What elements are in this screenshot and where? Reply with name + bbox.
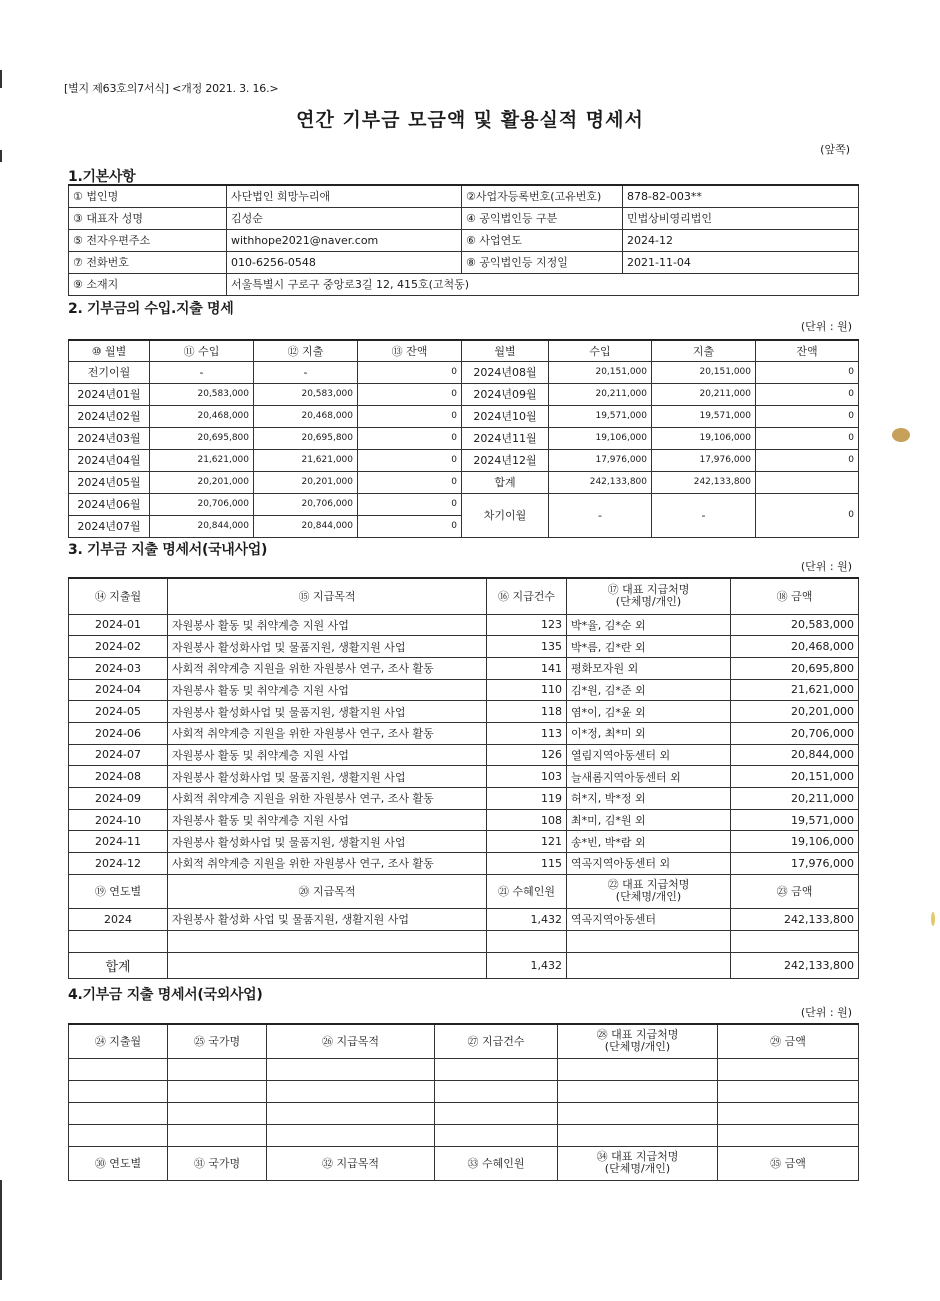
purpose-cell: 자원봉사 활성화사업 및 물품지원, 생활지원 사업 (168, 831, 487, 853)
section4-title: 4.기부금 지출 명세서(국외사업) (68, 987, 263, 1003)
column-header: ⑱ 금액 (731, 578, 859, 614)
section3-title: 3. 기부금 지출 명세서(국내사업) (68, 542, 268, 558)
empty-cell (168, 1058, 267, 1080)
total-row (69, 952, 859, 978)
empty-cell (267, 1102, 435, 1124)
table-row (69, 679, 859, 701)
scan-speck (931, 912, 935, 926)
empty-cell (435, 1080, 558, 1102)
empty-row (69, 930, 859, 952)
purpose-cell: 사회적 취약계층 지원을 위한 자원봉사 연구, 조사 활동 (168, 788, 487, 810)
payee-cell: 늘새롬지역아동센터 외 (567, 766, 731, 788)
header-subline: (단체명/개인) (604, 1040, 671, 1054)
section1-title: 1.기본사항 (68, 169, 136, 185)
empty-cell (168, 1080, 267, 1102)
empty-cell (718, 1102, 859, 1124)
month-cell: 2024년09월 (462, 383, 549, 405)
empty-row (69, 1058, 859, 1080)
field-label: ⑦ 전화번호 (69, 251, 227, 273)
section4-unit: (단위 : 원) (800, 1006, 852, 1019)
month-cell: 2024년08월 (462, 361, 549, 383)
amount-cell: 21,621,000 (731, 679, 859, 701)
amount-cell: 20,201,000 (731, 701, 859, 723)
month-cell: 2024-04 (69, 679, 168, 701)
empty-cell (435, 1124, 558, 1146)
expense-cell: 17,976,000 (652, 449, 756, 471)
column-header: ⑬ 잔액 (358, 340, 462, 361)
amount-cell: 20,468,000 (731, 636, 859, 658)
empty-cell (168, 1102, 267, 1124)
empty-cell (435, 1058, 558, 1080)
empty-cell (567, 952, 731, 978)
empty-cell (69, 1058, 168, 1080)
column-header: ⑲ 연도별 (69, 874, 168, 908)
header-line: ㉒ 대표 지급처명 (607, 878, 690, 892)
count-cell: 135 (487, 636, 567, 658)
month-cell: 2024-03 (69, 657, 168, 679)
header-row (69, 1146, 859, 1180)
count-cell: 108 (487, 809, 567, 831)
month-cell: 2024년11월 (462, 427, 549, 449)
amount-cell: 20,151,000 (731, 766, 859, 788)
income-cell: 20,201,000 (150, 471, 254, 493)
table-row (69, 853, 859, 875)
column-header: 월별 (462, 340, 549, 361)
table-row (69, 636, 859, 658)
amount-cell: 20,583,000 (731, 614, 859, 636)
purpose-cell: 자원봉사 활동 및 취약계층 지원 사업 (168, 614, 487, 636)
empty-cell (435, 1102, 558, 1124)
expense-cell: 20,211,000 (652, 383, 756, 405)
section2-title: 2. 기부금의 수입.지출 명세 (68, 301, 234, 317)
field-value: 사단법인 희망누리애 (227, 185, 462, 207)
empty-cell (718, 1124, 859, 1146)
purpose-cell: 자원봉사 활동 및 취약계층 지원 사업 (168, 809, 487, 831)
column-header: ㉜ 지급목적 (267, 1146, 435, 1180)
payee-cell: 박*율, 김*순 외 (567, 614, 731, 636)
purpose-cell: 사회적 취약계층 지원을 위한 자원봉사 연구, 조사 활동 (168, 853, 487, 875)
income-cell: 20,151,000 (549, 361, 652, 383)
income-cell: 20,583,000 (150, 383, 254, 405)
count-cell: 113 (487, 722, 567, 744)
table-row (69, 361, 859, 383)
income-expense-table (68, 339, 859, 538)
payee-cell: 송*빈, 박*람 외 (567, 831, 731, 853)
payee-cell: 열림지역아동센터 외 (567, 744, 731, 766)
month-cell: 2024-11 (69, 831, 168, 853)
column-header: ⑩ 월별 (69, 340, 150, 361)
field-label: ②사업자등록번호(고유번호) (462, 185, 623, 207)
amount-cell: 19,106,000 (731, 831, 859, 853)
amount-cell: 20,706,000 (731, 722, 859, 744)
overseas-expense-table (68, 1023, 859, 1181)
balance-cell: 0 (756, 449, 859, 471)
table-row (69, 493, 859, 515)
table-row (69, 722, 859, 744)
total-label: 합계 (69, 952, 168, 978)
field-label: ③ 대표자 성명 (69, 207, 227, 229)
field-value: 2024-12 (623, 229, 859, 251)
count-cell: 141 (487, 657, 567, 679)
month-cell: 2024-08 (69, 766, 168, 788)
payee-cell: 역곡지역아동센터 (567, 908, 731, 930)
header-subline: (단체명/개인) (604, 1162, 671, 1175)
section3-unit: (단위 : 원) (800, 560, 852, 573)
empty-cell (558, 1080, 718, 1102)
count-cell: 115 (487, 853, 567, 875)
table-row (69, 788, 859, 810)
column-header: ㉗ 지급건수 (435, 1024, 558, 1058)
column-header: ㉝ 수혜인원 (435, 1146, 558, 1180)
header-row (69, 340, 859, 361)
empty-cell (731, 930, 859, 952)
table-row (69, 405, 859, 427)
column-header: ㉖ 지급목적 (267, 1024, 435, 1058)
income-cell: - (549, 493, 652, 537)
income-cell: 19,571,000 (549, 405, 652, 427)
empty-cell (168, 1124, 267, 1146)
section2-unit: (단위 : 원) (800, 320, 852, 333)
count-cell: 118 (487, 701, 567, 723)
column-header: ⑳ 지급목적 (168, 874, 487, 908)
column-header: 지출 (652, 340, 756, 361)
income-cell: - (150, 361, 254, 383)
field-value: 김성순 (227, 207, 462, 229)
amount-cell: 242,133,800 (731, 908, 859, 930)
basic-info-row (69, 273, 859, 295)
scan-speck (892, 428, 910, 442)
empty-cell (267, 1080, 435, 1102)
scan-edge-mark (0, 150, 2, 162)
total-count: 1,432 (487, 952, 567, 978)
balance-cell: 0 (756, 361, 859, 383)
month-cell: 2024-10 (69, 809, 168, 831)
month-cell: 2024-07 (69, 744, 168, 766)
table-row (69, 766, 859, 788)
expense-cell: 21,621,000 (254, 449, 358, 471)
purpose-cell: 사회적 취약계층 지원을 위한 자원봉사 연구, 조사 활동 (168, 657, 487, 679)
table-row (69, 657, 859, 679)
payee-cell: 김*원, 김*준 외 (567, 679, 731, 701)
table-row (69, 908, 859, 930)
expense-cell: 19,106,000 (652, 427, 756, 449)
month-cell: 2024년01월 (69, 383, 150, 405)
expense-cell: - (254, 361, 358, 383)
field-value: 2021-11-04 (623, 251, 859, 273)
purpose-cell: 사회적 취약계층 지원을 위한 자원봉사 연구, 조사 활동 (168, 722, 487, 744)
month-cell: 2024년05월 (69, 471, 150, 493)
empty-cell (168, 930, 487, 952)
column-header: ⑮ 지급목적 (168, 578, 487, 614)
balance-cell: 0 (358, 361, 462, 383)
empty-cell (558, 1124, 718, 1146)
column-header: 잔액 (756, 340, 859, 361)
purpose-cell: 자원봉사 활성화 사업 및 물품지원, 생활지원 사업 (168, 908, 487, 930)
count-cell: 123 (487, 614, 567, 636)
field-value: withhope2021@naver.com (227, 229, 462, 251)
income-cell: 20,844,000 (150, 515, 254, 537)
month-cell: 2024년02월 (69, 405, 150, 427)
column-header (558, 1024, 718, 1058)
column-header: ㉟ 금액 (718, 1146, 859, 1180)
expense-cell: - (652, 493, 756, 537)
field-label: ⑥ 사업연도 (462, 229, 623, 251)
expense-cell: 20,706,000 (254, 493, 358, 515)
income-cell: 242,133,800 (549, 471, 652, 493)
month-cell: 2024년04월 (69, 449, 150, 471)
empty-row (69, 1080, 859, 1102)
column-header: ㉓ 금액 (731, 874, 859, 908)
side-note: (앞쪽) (820, 143, 850, 156)
column-header: ⑪ 수입 (150, 340, 254, 361)
column-header: ㉚ 연도별 (69, 1146, 168, 1180)
empty-row (69, 1124, 859, 1146)
basic-info-row (69, 207, 859, 229)
month-cell: 2024-12 (69, 853, 168, 875)
payee-cell: 역곡지역아동센터 외 (567, 853, 731, 875)
column-header: 수입 (549, 340, 652, 361)
balance-cell: 0 (358, 427, 462, 449)
month-cell: 2024-05 (69, 701, 168, 723)
expense-cell: 20,583,000 (254, 383, 358, 405)
amount-cell: 17,976,000 (731, 853, 859, 875)
balance-cell: 0 (358, 449, 462, 471)
payee-cell: 최*미, 김*원 외 (567, 809, 731, 831)
header-row (69, 1024, 859, 1058)
month-cell: 2024년12월 (462, 449, 549, 471)
count-cell: 121 (487, 831, 567, 853)
column-header: ⑫ 지출 (254, 340, 358, 361)
purpose-cell: 자원봉사 활성화사업 및 물품지원, 생활지원 사업 (168, 701, 487, 723)
basic-info-row (69, 185, 859, 207)
empty-cell (69, 1102, 168, 1124)
scan-edge-mark (0, 1180, 2, 1280)
payee-cell: 평화모자원 외 (567, 657, 731, 679)
field-label: ⑨ 소재지 (69, 273, 227, 295)
header-line: ㉞ 대표 지급처명 (596, 1150, 679, 1163)
amount-cell: 19,571,000 (731, 809, 859, 831)
field-label: ⑤ 전자우편주소 (69, 229, 227, 251)
empty-cell (69, 1080, 168, 1102)
expense-cell: 242,133,800 (652, 471, 756, 493)
expense-cell: 20,151,000 (652, 361, 756, 383)
column-header: ⑯ 지급건수 (487, 578, 567, 614)
month-cell: 2024년10월 (462, 405, 549, 427)
balance-cell: 0 (358, 405, 462, 427)
table-row (69, 383, 859, 405)
month-cell: 2024-06 (69, 722, 168, 744)
field-value: 878-82-003** (623, 185, 859, 207)
basic-info-table (68, 184, 859, 296)
field-label: ⑧ 공익법인등 지정일 (462, 251, 623, 273)
year-cell: 2024 (69, 908, 168, 930)
income-cell: 21,621,000 (150, 449, 254, 471)
header-row (69, 874, 859, 908)
empty-cell (69, 1124, 168, 1146)
form-reference: [별지 제63호의7서식] <개정 2021. 3. 16.> (64, 82, 279, 95)
column-header: ⑭ 지출월 (69, 578, 168, 614)
basic-info-row (69, 229, 859, 251)
month-cell: 2024-02 (69, 636, 168, 658)
empty-cell (487, 930, 567, 952)
column-header (558, 1146, 718, 1180)
purpose-cell: 자원봉사 활성화사업 및 물품지원, 생활지원 사업 (168, 766, 487, 788)
payee-cell: 허*지, 박*정 외 (567, 788, 731, 810)
balance-cell (756, 471, 859, 493)
empty-cell (267, 1058, 435, 1080)
empty-cell (718, 1080, 859, 1102)
expense-cell: 20,201,000 (254, 471, 358, 493)
count-cell: 1,432 (487, 908, 567, 930)
document-title: 연간 기부금 모금액 및 활용실적 명세서 (296, 109, 644, 131)
empty-row (69, 1102, 859, 1124)
amount-cell: 20,695,800 (731, 657, 859, 679)
column-header (567, 578, 731, 614)
empty-cell (267, 1124, 435, 1146)
field-value: 민법상비영리법인 (623, 207, 859, 229)
header-subline: (단체명/개인) (615, 890, 682, 904)
month-cell: 전기이월 (69, 361, 150, 383)
column-header (567, 874, 731, 908)
month-cell: 2024년03월 (69, 427, 150, 449)
total-amount: 242,133,800 (731, 952, 859, 978)
empty-cell (567, 930, 731, 952)
basic-info-row (69, 251, 859, 273)
month-cell: 2024년06월 (69, 493, 150, 515)
purpose-cell: 자원봉사 활동 및 취약계층 지원 사업 (168, 744, 487, 766)
amount-cell: 20,844,000 (731, 744, 859, 766)
expense-cell: 20,695,800 (254, 427, 358, 449)
expense-cell: 20,468,000 (254, 405, 358, 427)
column-header: ㉕ 국가명 (168, 1024, 267, 1058)
empty-cell (168, 952, 487, 978)
table-row (69, 471, 859, 493)
expense-cell: 20,844,000 (254, 515, 358, 537)
field-label: ④ 공익법인등 구분 (462, 207, 623, 229)
empty-cell (558, 1102, 718, 1124)
month-cell: 2024-01 (69, 614, 168, 636)
column-header: ㉔ 지출월 (69, 1024, 168, 1058)
count-cell: 110 (487, 679, 567, 701)
balance-cell: 0 (358, 515, 462, 537)
column-header: ㉙ 금액 (718, 1024, 859, 1058)
table-row (69, 744, 859, 766)
month-cell: 차기이월 (462, 493, 549, 537)
table-row (69, 701, 859, 723)
balance-cell: 0 (756, 427, 859, 449)
scan-edge-mark (0, 70, 2, 88)
balance-cell: 0 (358, 383, 462, 405)
field-value: 서울특별시 구로구 중앙로3길 12, 415호(고척동) (227, 273, 859, 295)
count-cell: 126 (487, 744, 567, 766)
income-cell: 17,976,000 (549, 449, 652, 471)
balance-cell: 0 (358, 471, 462, 493)
header-subline: (단체명/개인) (615, 595, 682, 609)
empty-cell (69, 930, 168, 952)
income-cell: 20,706,000 (150, 493, 254, 515)
balance-cell: 0 (756, 383, 859, 405)
column-header: ㉛ 국가명 (168, 1146, 267, 1180)
domestic-expense-table (68, 577, 859, 979)
header-line: ⑰ 대표 지급처명 (607, 583, 690, 597)
month-cell: 2024년07월 (69, 515, 150, 537)
header-line: ㉘ 대표 지급처명 (596, 1028, 679, 1042)
count-cell: 119 (487, 788, 567, 810)
income-cell: 20,211,000 (549, 383, 652, 405)
income-cell: 20,468,000 (150, 405, 254, 427)
purpose-cell: 자원봉사 활동 및 취약계층 지원 사업 (168, 679, 487, 701)
table-row (69, 809, 859, 831)
empty-cell (718, 1058, 859, 1080)
income-cell: 20,695,800 (150, 427, 254, 449)
balance-cell: 0 (756, 493, 859, 537)
balance-cell: 0 (358, 493, 462, 515)
empty-cell (558, 1058, 718, 1080)
balance-cell: 0 (756, 405, 859, 427)
purpose-cell: 자원봉사 활성화사업 및 물품지원, 생활지원 사업 (168, 636, 487, 658)
table-row (69, 831, 859, 853)
payee-cell: 염*이, 김*윤 외 (567, 701, 731, 723)
field-value: 010-6256-0548 (227, 251, 462, 273)
month-cell: 합계 (462, 471, 549, 493)
payee-cell: 박*름, 김*란 외 (567, 636, 731, 658)
expense-cell: 19,571,000 (652, 405, 756, 427)
table-row (69, 449, 859, 471)
table-row (69, 427, 859, 449)
table-row (69, 614, 859, 636)
column-header: ㉑ 수혜인원 (487, 874, 567, 908)
income-cell: 19,106,000 (549, 427, 652, 449)
month-cell: 2024-09 (69, 788, 168, 810)
field-label: ① 법인명 (69, 185, 227, 207)
payee-cell: 이*정, 최*미 외 (567, 722, 731, 744)
amount-cell: 20,211,000 (731, 788, 859, 810)
header-row (69, 578, 859, 614)
count-cell: 103 (487, 766, 567, 788)
